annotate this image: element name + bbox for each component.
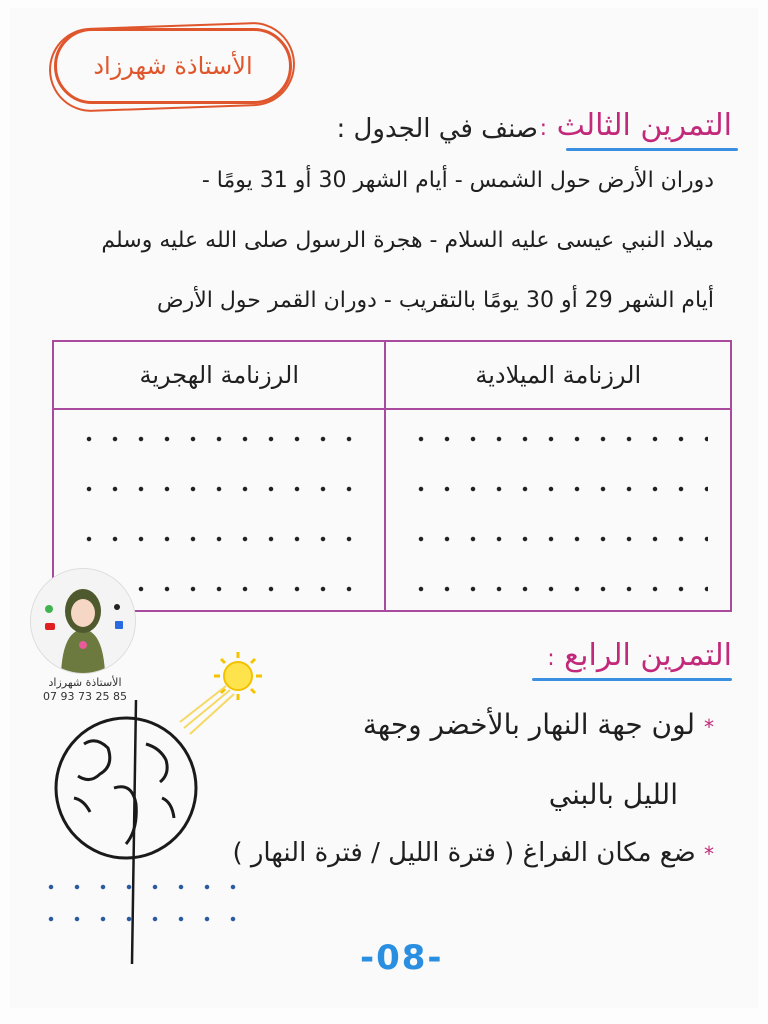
answer-dotted-line-2[interactable] xyxy=(38,916,248,922)
dotted-line xyxy=(76,486,362,492)
bullet-star-icon: * xyxy=(704,842,714,866)
avatar-phone: 07 93 73 25 85 xyxy=(43,690,127,703)
dotted-line xyxy=(408,486,708,492)
avatar-name: الأستاذة شهرزاد xyxy=(48,676,122,689)
exercise3-title-underline xyxy=(566,148,738,151)
exercise4-bullet-2-text: ضع مكان الفراغ ( فترة الليل / فترة النهار ) xyxy=(232,838,696,868)
exercise4-title: التمرين الرابع xyxy=(564,638,732,673)
exercise3-instruction: صنف في الجدول : xyxy=(336,114,538,144)
bullet-star-icon: * xyxy=(704,715,714,739)
teacher-badge xyxy=(54,28,292,104)
exercise3-title: التمرين الثالث xyxy=(556,108,732,143)
exercise3-line-2: ميلاد النبي عيسى عليه السلام - هجرة الرسول صلى الله عليه وسلم xyxy=(101,228,714,253)
table-header-gregorian: الرزنامة الميلادية xyxy=(385,341,731,409)
answer-dotted-line-1[interactable] xyxy=(38,884,248,890)
exercise3-colon: : xyxy=(539,116,548,141)
sun-rays-icon xyxy=(180,686,234,734)
teacher-badge-text: الأستاذة شهرزاد xyxy=(93,52,253,80)
table-cell-gregorian[interactable] xyxy=(385,409,731,611)
exercise3-instruction-wrap xyxy=(336,114,538,144)
exercise4-bullet-1-line-2: الليل بالبني xyxy=(548,778,678,811)
exercise4-bullet-1-line-1: لون جهة النهار بالأخضر وجهة xyxy=(362,708,696,741)
exercise4-title-underline xyxy=(532,678,732,681)
exercise4-header xyxy=(547,638,732,673)
dotted-line xyxy=(408,536,708,542)
exercise4-colon: : xyxy=(547,646,555,671)
exercise3-line-1: دوران الأرض حول الشمس - أيام الشهر 30 أو 31 يومًا - xyxy=(201,168,714,193)
earth-globe-icon xyxy=(56,718,196,858)
dotted-line xyxy=(408,436,708,442)
exercise4-bullet-2 xyxy=(232,838,714,868)
exercise4-bullet-1 xyxy=(363,708,714,741)
sun-icon xyxy=(214,652,262,700)
table-header-hijri: الرزنامة الهجرية xyxy=(53,341,385,409)
exercise3-line-3: أيام الشهر 29 أو 30 يومًا بالتقريب - دوران القمر حول الأرض xyxy=(157,288,714,313)
dotted-line xyxy=(76,436,362,442)
classification-table xyxy=(52,340,732,612)
worksheet-page xyxy=(10,8,758,1008)
dotted-line xyxy=(408,586,708,592)
exercise3-header xyxy=(540,108,732,143)
page-number: -08- xyxy=(360,938,444,978)
dotted-line xyxy=(76,536,362,542)
